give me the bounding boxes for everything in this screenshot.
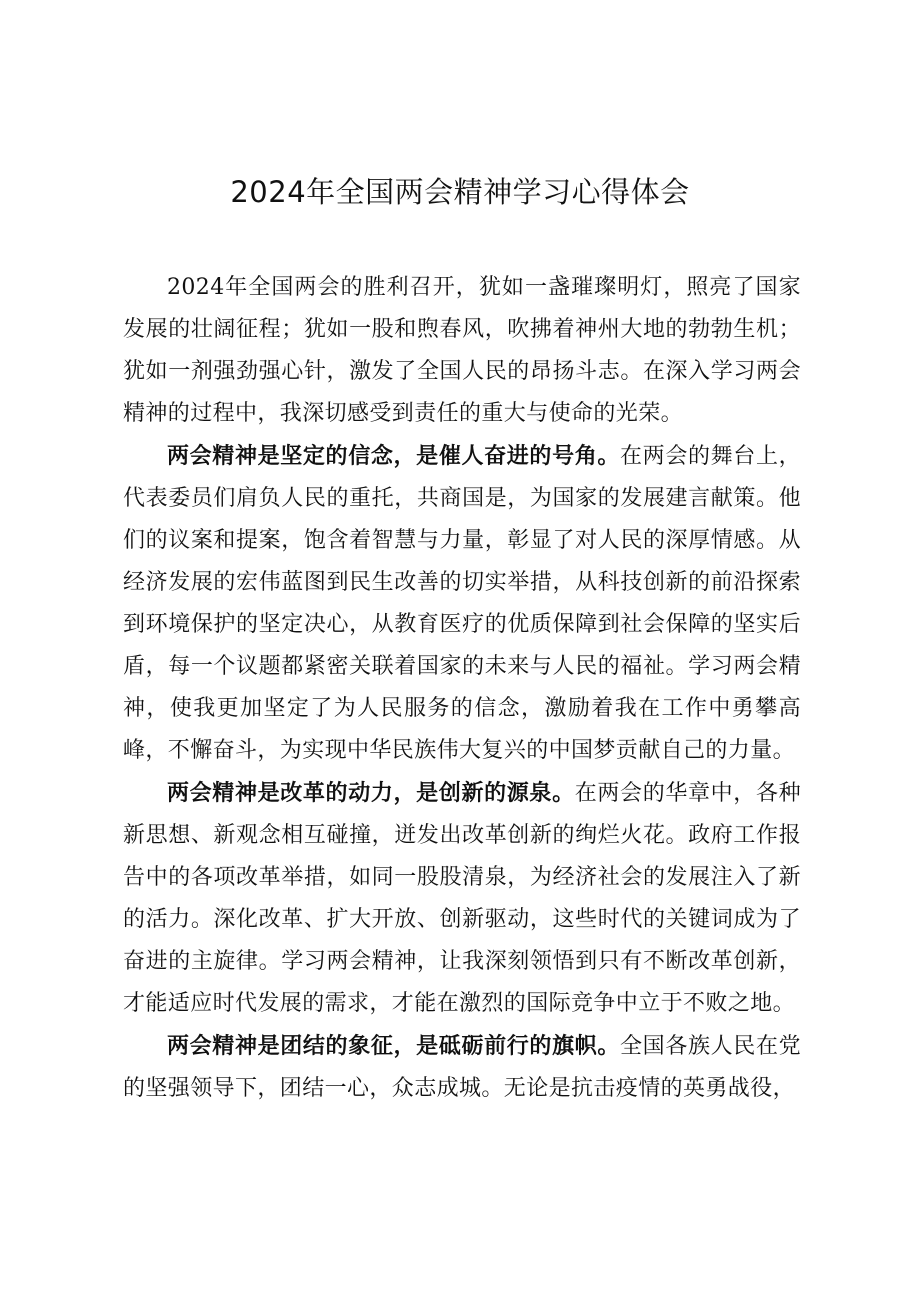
paragraph-lead: 两会精神是坚定的信念，是催人奋进的号角。: [167, 443, 621, 469]
paragraph-text: 2024年全国两会的胜利召开，犹如一盏璀璨明灯，照亮了国家发展的壮阔征程；犹如一股和煦春风，吹拂着神州大地的勃勃生机；犹如一剂强劲强心针，激发了全国人民的昂扬斗志。在深入学习两会精神的过程中，我深切感受到责任的重大与使命的光荣。: [123, 275, 801, 426]
paragraph-text: 在两会的舞台上，代表委员们肩负人民的重托，共商国是，为国家的发展建言献策。他们的议案和提案，饱含着智慧与力量，彰显了对人民的深厚情感。从经济发展的宏伟蓝图到民生改善的切实举措，从科技创新的前沿探索到环境保护的坚定决心，从教育医疗的优质保障到社会保障的坚实后盾，每一个议题都紧密关联着国家的未来与人民的福祉。学习两会精神，使我更加坚定了为人民服务的信念，激励着我在工作中勇攀高峰，不懈奋斗，为实现中华民族伟大复兴的中国梦贡献自己的力量。: [123, 444, 801, 763]
paragraph-lead: 两会精神是改革的动力，是创新的源泉。: [167, 780, 575, 806]
document-body: [123, 266, 801, 1110]
paragraph-intro: [123, 266, 801, 435]
paragraph-text: 在两会的华章中，各种新思想、新观念相互碰撞，迸发出改革创新的绚烂火花。政府工作报告中的各项改革举措，如同一股股清泉，为经济社会的发展注入了新的活力。深化改革、扩大开放、创新驱动，这些时代的关键词成为了奋进的主旋律。学习两会精神，让我深刻领悟到只有不断改革创新，才能适应时代发展的需求，才能在激烈的国际竞争中立于不败之地。: [123, 781, 801, 1016]
paragraph-unity: [123, 1025, 801, 1110]
paragraph-reform: [123, 772, 801, 1025]
document-title: 2024年全国两会精神学习心得体会: [230, 175, 690, 209]
paragraph-belief: [123, 435, 801, 772]
paragraph-lead: 两会精神是团结的象征，是砥砺前行的旗帜。: [167, 1033, 621, 1059]
paragraph-text: 全国各族人民在党的坚强领导下，团结一心，众志成城。无论是抗击疫情的英勇战役，: [123, 1034, 801, 1101]
